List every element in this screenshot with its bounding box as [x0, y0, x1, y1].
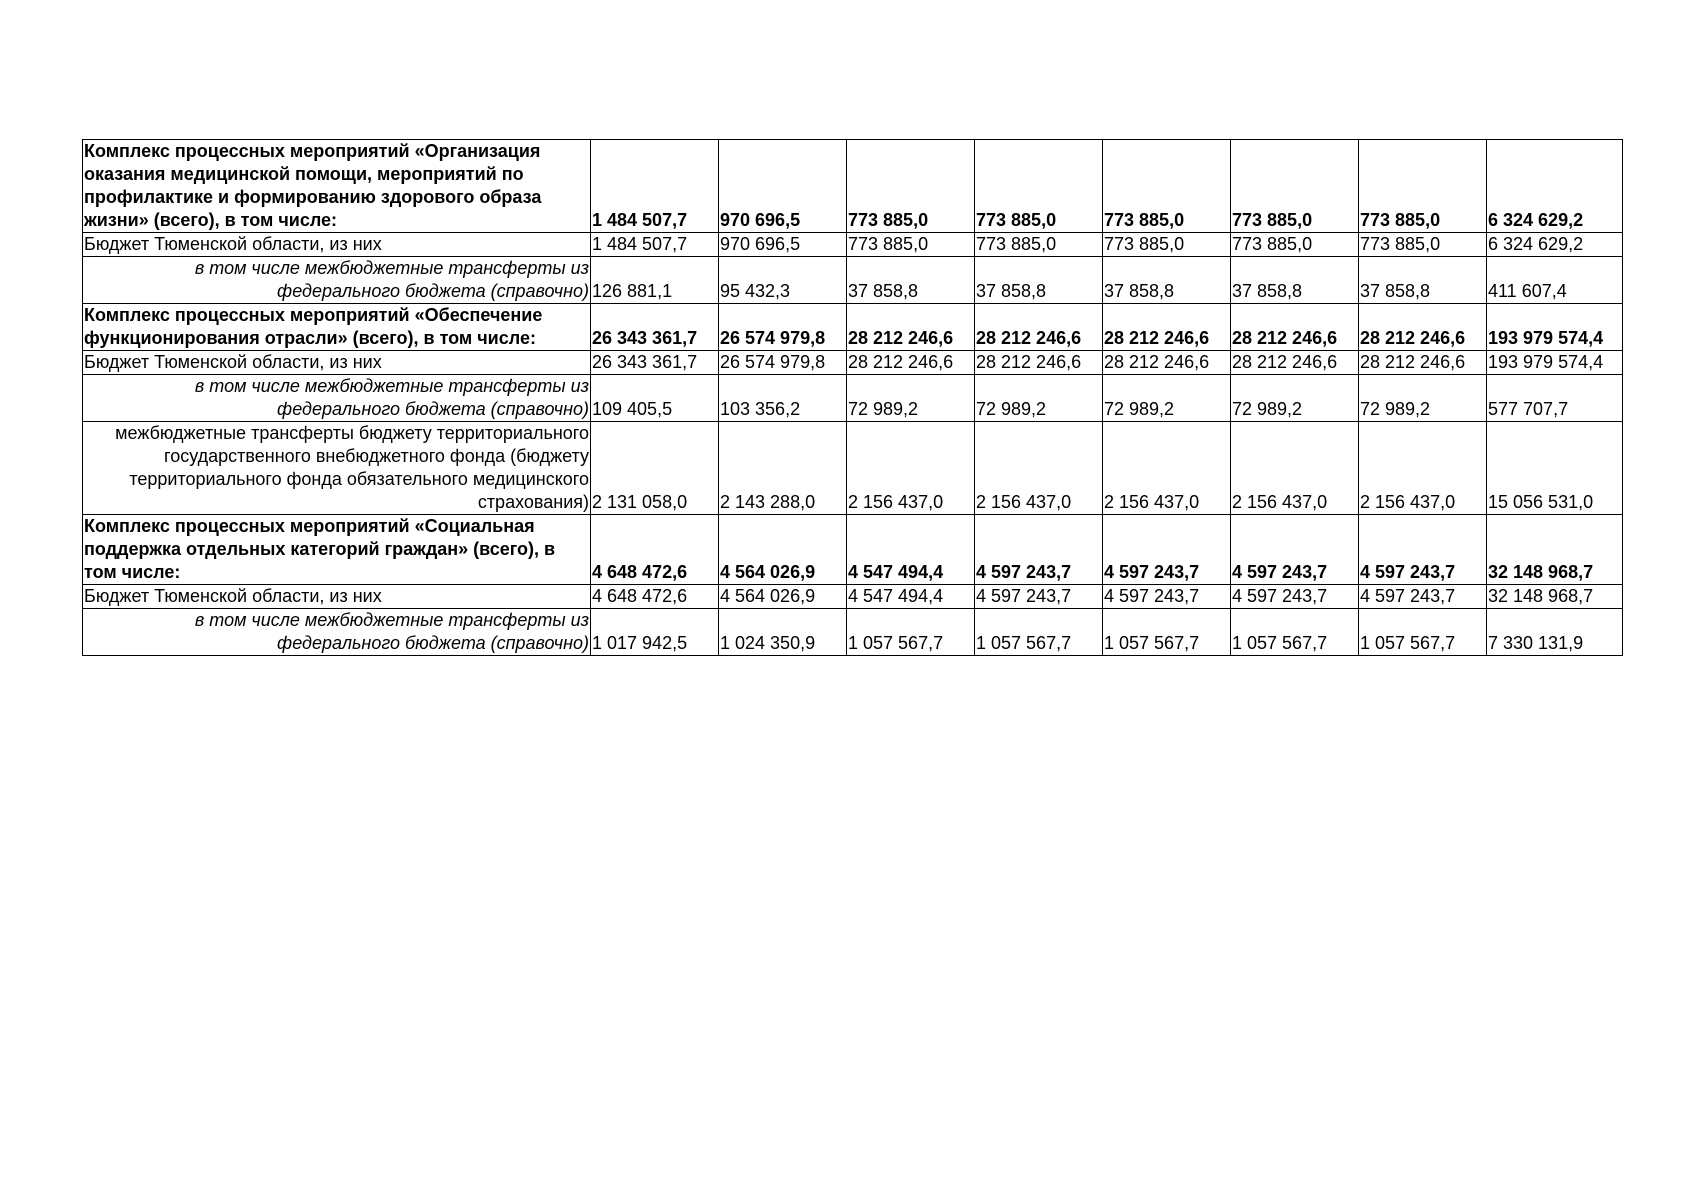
row-label: Комплекс процессных мероприятий «Организация оказания медицинской помощи, мероприятий по профилактике и формированию здорового образа жизни» (всего), в том числе: [83, 140, 591, 233]
value-cell: 4 597 243,7 [1103, 515, 1231, 585]
table-row [83, 375, 1623, 422]
row-label: Бюджет Тюменской области, из них [83, 351, 591, 375]
value-cell: 1 484 507,7 [591, 140, 719, 233]
value-cell: 37 858,8 [847, 257, 975, 304]
value-cell: 28 212 246,6 [1231, 304, 1359, 351]
value-cell: 28 212 246,6 [847, 304, 975, 351]
value-cell: 970 696,5 [719, 233, 847, 257]
table-row [83, 233, 1623, 257]
value-cell: 773 885,0 [847, 233, 975, 257]
table-row [83, 609, 1623, 656]
value-cell: 4 597 243,7 [975, 515, 1103, 585]
total-cell: 6 324 629,2 [1487, 140, 1623, 233]
value-cell: 2 156 437,0 [1359, 422, 1487, 515]
value-cell: 773 885,0 [1231, 140, 1359, 233]
value-cell: 4 597 243,7 [1103, 585, 1231, 609]
total-cell: 15 056 531,0 [1487, 422, 1623, 515]
table-row [83, 422, 1623, 515]
table-row [83, 304, 1623, 351]
table-row [83, 585, 1623, 609]
value-cell: 28 212 246,6 [1359, 351, 1487, 375]
value-cell: 37 858,8 [1103, 257, 1231, 304]
value-cell: 72 989,2 [1359, 375, 1487, 422]
value-cell: 1 057 567,7 [1103, 609, 1231, 656]
value-cell: 4 597 243,7 [1231, 515, 1359, 585]
value-cell: 1 057 567,7 [847, 609, 975, 656]
value-cell: 2 131 058,0 [591, 422, 719, 515]
value-cell: 26 343 361,7 [591, 304, 719, 351]
value-cell: 4 547 494,4 [847, 515, 975, 585]
value-cell: 1 057 567,7 [975, 609, 1103, 656]
value-cell: 28 212 246,6 [1103, 304, 1231, 351]
table-row [83, 351, 1623, 375]
total-cell: 32 148 968,7 [1487, 515, 1623, 585]
value-cell: 2 156 437,0 [847, 422, 975, 515]
value-cell: 4 547 494,4 [847, 585, 975, 609]
value-cell: 2 143 288,0 [719, 422, 847, 515]
value-cell: 773 885,0 [1103, 140, 1231, 233]
value-cell: 4 597 243,7 [975, 585, 1103, 609]
value-cell: 37 858,8 [1231, 257, 1359, 304]
value-cell: 773 885,0 [975, 233, 1103, 257]
value-cell: 4 597 243,7 [1359, 515, 1487, 585]
table-row [83, 257, 1623, 304]
value-cell: 4 648 472,6 [591, 515, 719, 585]
value-cell: 4 597 243,7 [1231, 585, 1359, 609]
value-cell: 28 212 246,6 [975, 351, 1103, 375]
value-cell: 26 343 361,7 [591, 351, 719, 375]
value-cell: 28 212 246,6 [1103, 351, 1231, 375]
value-cell: 4 564 026,9 [719, 515, 847, 585]
value-cell: 28 212 246,6 [1231, 351, 1359, 375]
value-cell: 72 989,2 [1103, 375, 1231, 422]
value-cell: 103 356,2 [719, 375, 847, 422]
table-row [83, 515, 1623, 585]
row-label: в том числе межбюджетные трансферты из федерального бюджета (справочно) [83, 257, 591, 304]
value-cell: 95 432,3 [719, 257, 847, 304]
row-label: Комплекс процессных мероприятий «Обеспечение функционирования отрасли» (всего), в том числе: [83, 304, 591, 351]
value-cell: 773 885,0 [1359, 140, 1487, 233]
value-cell: 126 881,1 [591, 257, 719, 304]
row-label: межбюджетные трансферты бюджету территориального государственного внебюджетного фонда (бюджету территориального фонда обязательного медицинского страхования) [83, 422, 591, 515]
total-cell: 32 148 968,7 [1487, 585, 1623, 609]
value-cell: 773 885,0 [847, 140, 975, 233]
table-row [83, 140, 1623, 233]
value-cell: 2 156 437,0 [975, 422, 1103, 515]
row-label: в том числе межбюджетные трансферты из федерального бюджета (справочно) [83, 375, 591, 422]
row-label: в том числе межбюджетные трансферты из федерального бюджета (справочно) [83, 609, 591, 656]
total-cell: 411 607,4 [1487, 257, 1623, 304]
value-cell: 1 017 942,5 [591, 609, 719, 656]
value-cell: 72 989,2 [1231, 375, 1359, 422]
value-cell: 773 885,0 [1231, 233, 1359, 257]
value-cell: 773 885,0 [1103, 233, 1231, 257]
value-cell: 4 597 243,7 [1359, 585, 1487, 609]
row-label: Бюджет Тюменской области, из них [83, 585, 591, 609]
row-label: Бюджет Тюменской области, из них [83, 233, 591, 257]
value-cell: 28 212 246,6 [847, 351, 975, 375]
value-cell: 28 212 246,6 [975, 304, 1103, 351]
value-cell: 72 989,2 [847, 375, 975, 422]
value-cell: 2 156 437,0 [1231, 422, 1359, 515]
value-cell: 37 858,8 [975, 257, 1103, 304]
value-cell: 2 156 437,0 [1103, 422, 1231, 515]
value-cell: 26 574 979,8 [719, 351, 847, 375]
total-cell: 193 979 574,4 [1487, 351, 1623, 375]
value-cell: 28 212 246,6 [1359, 304, 1487, 351]
budget-table [82, 139, 1623, 656]
total-cell: 577 707,7 [1487, 375, 1623, 422]
value-cell: 4 564 026,9 [719, 585, 847, 609]
total-cell: 7 330 131,9 [1487, 609, 1623, 656]
value-cell: 37 858,8 [1359, 257, 1487, 304]
value-cell: 1 024 350,9 [719, 609, 847, 656]
value-cell: 1 057 567,7 [1231, 609, 1359, 656]
value-cell: 970 696,5 [719, 140, 847, 233]
value-cell: 773 885,0 [975, 140, 1103, 233]
value-cell: 1 057 567,7 [1359, 609, 1487, 656]
total-cell: 6 324 629,2 [1487, 233, 1623, 257]
row-label: Комплекс процессных мероприятий «Социальная поддержка отдельных категорий граждан» (всего), в том числе: [83, 515, 591, 585]
value-cell: 4 648 472,6 [591, 585, 719, 609]
value-cell: 72 989,2 [975, 375, 1103, 422]
value-cell: 773 885,0 [1359, 233, 1487, 257]
value-cell: 1 484 507,7 [591, 233, 719, 257]
value-cell: 26 574 979,8 [719, 304, 847, 351]
value-cell: 109 405,5 [591, 375, 719, 422]
total-cell: 193 979 574,4 [1487, 304, 1623, 351]
